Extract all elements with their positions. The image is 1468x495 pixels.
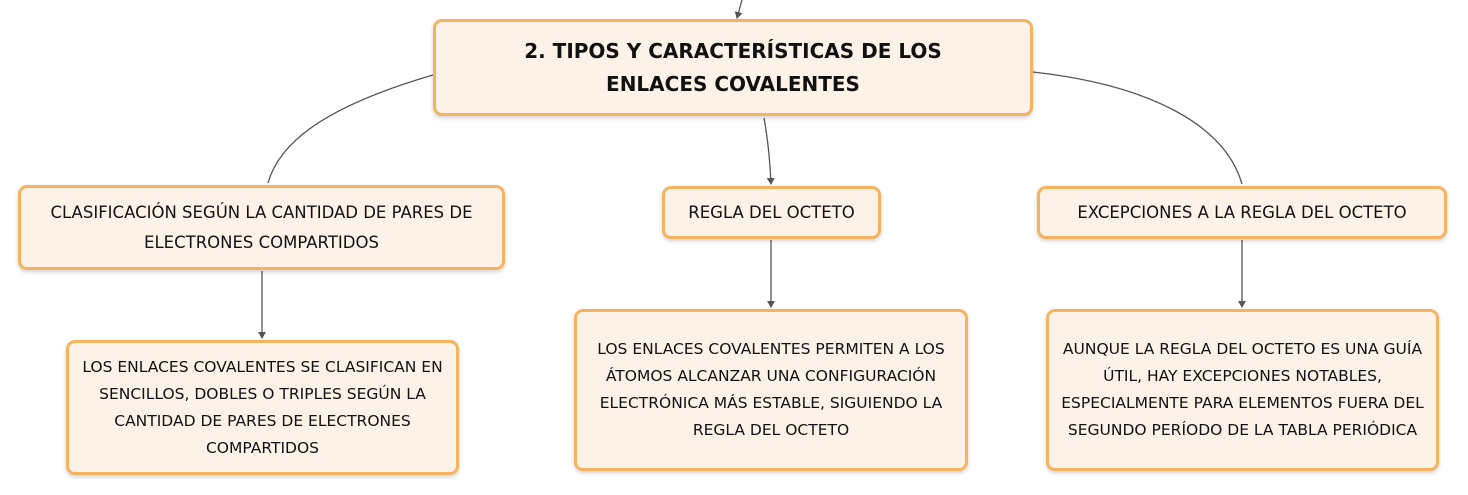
detail-node-octet-rule[interactable] xyxy=(574,309,968,471)
category-node-octet-exceptions[interactable] xyxy=(1037,186,1447,239)
category-node-classification[interactable] xyxy=(18,185,505,270)
detail-text: LOS ENLACES COVALENTES PERMITEN A LOS ÁTOMOS ALCANZAR UNA CONFIGURACIÓN ELECTRÓNICA MÁS ESTABLE, SIGUIENDO LA REGLA DEL OCTETO xyxy=(597,340,945,439)
connector-root-to-category-1 xyxy=(268,75,433,183)
detail-text: LOS ENLACES COVALENTES SE CLASIFICAN EN SENCILLOS, DOBLES O TRIPLES SEGÚN LA CANTIDAD DE PARES DE ELECTRONES COMPARTIDOS xyxy=(82,357,443,457)
category-label: CLASIFICACIÓN SEGÚN LA CANTIDAD DE PARES DE ELECTRONES COMPARTIDOS xyxy=(50,202,473,252)
connector-parent-to-root xyxy=(737,0,742,18)
category-label: EXCEPCIONES A LA REGLA DEL OCTETO xyxy=(1077,202,1407,222)
connector-root-to-category-2 xyxy=(764,118,771,184)
root-node[interactable] xyxy=(433,19,1033,116)
root-title: 2. TIPOS Y CARACTERÍSTICAS DE LOS ENLACES COVALENTES xyxy=(524,38,942,96)
category-node-octet-rule[interactable] xyxy=(662,186,881,239)
detail-node-classification[interactable] xyxy=(66,340,459,475)
detail-node-octet-exceptions[interactable] xyxy=(1046,309,1439,471)
category-label: REGLA DEL OCTETO xyxy=(688,202,855,222)
connector-root-to-category-3 xyxy=(1033,72,1242,184)
detail-text: AUNQUE LA REGLA DEL OCTETO ES UNA GUÍA ÚTIL, HAY EXCEPCIONES NOTABLES, ESPECIALMENTE PARA ELEMENTOS FUERA DEL SEGUNDO PERÍODO DE LA TABLA PERIÓDICA xyxy=(1061,340,1424,439)
